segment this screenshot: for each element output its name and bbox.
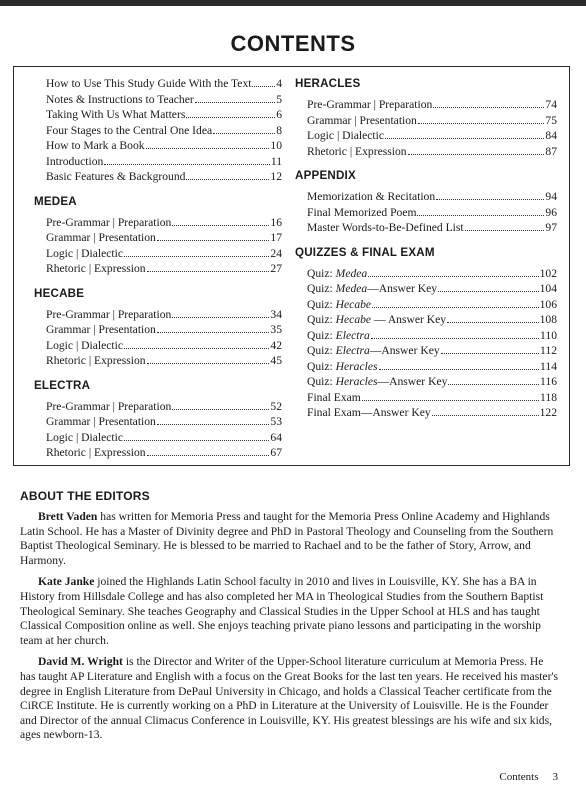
toc-page-number: 74 [545, 98, 557, 111]
editors-heading: ABOUT THE EDITORS [20, 489, 150, 503]
dot-leader [157, 323, 270, 333]
editor-bio [20, 655, 560, 743]
section-heading: MEDEA [34, 194, 77, 208]
toc-entry[interactable] [295, 281, 557, 297]
toc-page-number: 42 [270, 338, 282, 352]
dot-leader [104, 155, 270, 165]
dot-leader [172, 400, 269, 410]
toc-entry-label: Grammar | Presentation [46, 323, 156, 336]
toc-entry-label [307, 328, 370, 344]
toc-page-number: 87 [545, 144, 557, 158]
dot-leader [146, 139, 270, 149]
toc-entry-title: Hecabe [335, 297, 372, 311]
dot-leader [379, 360, 540, 370]
section-heading: HECABE [34, 286, 85, 300]
dot-leader [172, 216, 269, 226]
dot-leader [186, 108, 275, 118]
toc-entry-label: Final Memorized Poem [307, 205, 417, 219]
dot-leader [186, 170, 269, 180]
toc-entry-label: Rhetoric | Expression [46, 354, 146, 367]
toc-page-number: 108 [539, 313, 557, 326]
toc-entry-label [307, 343, 440, 359]
toc-entry-label: Pre-Grammar | Preparation [307, 98, 433, 111]
spacer [34, 67, 282, 76]
dot-leader [448, 375, 539, 385]
toc-entry-label [307, 281, 437, 297]
toc-page-number: 64 [270, 430, 282, 444]
editor-bio-text: is the Director and Writer of the Upper-School literature curriculum at Memoria Press. He has taught AP Literature and English with a focus on the Great Books for the last ten years. He received his master's degree in English Literature from DePaul University in Chicago, and holds a Classical Teacher certificate from the CiRCE Institute. He is currently working on a PhD in Literature at the University of Louisville. He is the Founder and Director of the annual Climacus Conference in Louisville, KY. His greatest blessings are his wife and six kids, ages newborn-13. [20, 655, 559, 742]
toc-page-number: 16 [270, 215, 282, 229]
dot-leader [408, 145, 545, 155]
toc-entry[interactable] [34, 215, 282, 231]
footer-label: Contents [499, 771, 539, 783]
dot-leader [447, 313, 539, 323]
toc-entry-title: Heracles [335, 375, 378, 388]
toc-page-number: 122 [539, 406, 557, 419]
toc-entry-label: Four Stages to the Central One Idea [46, 123, 213, 137]
spacer [34, 277, 282, 286]
toc-entry[interactable] [295, 144, 557, 160]
toc-entry-label: Memorization & Recitation [307, 190, 436, 203]
toc-entry-label: Taking With Us What Matters [46, 108, 186, 121]
editor-bio [20, 510, 560, 568]
toc-entry-title: Medea [335, 266, 368, 280]
table-of-contents [13, 66, 570, 466]
toc-page-number: 11 [270, 154, 282, 168]
toc-entry-suffix: —Answer Key [377, 375, 448, 388]
toc-entry-label: Grammar | Presentation [46, 231, 156, 244]
toc-entry-prefix: Quiz: [307, 359, 336, 373]
toc-entry-label: Grammar | Presentation [307, 113, 417, 127]
editor-name: David M. Wright [38, 655, 123, 669]
toc-entry-label [307, 390, 361, 406]
dot-leader [157, 415, 270, 425]
dot-leader [362, 391, 539, 401]
section-heading: APPENDIX [295, 169, 356, 182]
toc-page-number: 112 [540, 344, 557, 357]
toc-page-number: 102 [539, 266, 557, 280]
toc-entry-title: Medea [335, 282, 368, 295]
toc-entry-title: Heracles [335, 359, 378, 373]
dot-leader [213, 124, 275, 134]
toc-left-column [34, 67, 282, 461]
toc-entry[interactable] [295, 405, 557, 421]
toc-page-number: 10 [270, 139, 282, 152]
dot-leader [124, 339, 269, 349]
toc-entry-label: Logic | Dialectic [307, 129, 385, 142]
dot-leader [417, 206, 544, 216]
toc-entry-prefix: Quiz: [307, 375, 336, 388]
dot-leader [147, 354, 270, 364]
editor-bio-text: has written for Memoria Press and taught for the Memoria Press Online Academy and Highlands Latin School. He has a Master of Divinity degree and PhD in Pastoral Theology and Counseling from the Southern Baptist Theological Seminary. He is blessed to be married to Rachael and to be the father of Story, Arrow, and Harmony. [20, 510, 554, 567]
editor-bios [20, 510, 560, 750]
toc-entry[interactable] [34, 76, 282, 92]
toc-entry-prefix: Quiz: [307, 344, 336, 357]
toc-entry-label: Logic | Dialectic [46, 338, 124, 352]
toc-entry-label: How to Use This Study Guide With the Text [46, 77, 252, 90]
toc-page-number: 27 [270, 262, 282, 275]
dot-leader [252, 77, 275, 87]
dot-leader [147, 262, 270, 272]
dot-leader [124, 247, 269, 257]
dot-leader [432, 406, 539, 416]
toc-entry-prefix: Quiz: [307, 297, 336, 311]
toc-entry-suffix: —Answer Key [367, 282, 438, 295]
toc-entry-label: Rhetoric | Expression [307, 144, 407, 158]
toc-entry-suffix: — Answer Key [371, 313, 447, 326]
editor-bio-text: joined the Highlands Latin School faculty in 2010 and lives in Louisville, KY. She has a BA in History from Hillsdale College and has also completed her MA in Theological Studies from the Southern Baptist Theological Seminary. She teaches Geography and Classical Studies in the Upper School at HLS and has taught Classical Composition online as well. She enjoys teaching private piano lessons and participating in the worship team at her church. [20, 575, 544, 647]
toc-page-number: 6 [276, 108, 282, 121]
toc-entry-prefix: Final Exam [307, 390, 361, 404]
spacer [34, 369, 282, 378]
toc-entry-label [307, 405, 431, 421]
dot-leader [433, 98, 544, 108]
toc-page-number: 53 [270, 415, 282, 428]
page-number: 3 [552, 771, 558, 783]
toc-page-number: 118 [540, 390, 557, 404]
toc-page-number: 96 [545, 205, 557, 219]
toc-entry[interactable] [34, 92, 282, 108]
toc-entry[interactable] [295, 220, 557, 236]
toc-entry[interactable] [34, 322, 282, 338]
editor-name: Kate Janke [38, 575, 95, 589]
dot-leader [436, 190, 544, 200]
toc-entry-title: Electra [335, 328, 370, 342]
toc-right-column [295, 67, 557, 421]
toc-entry[interactable] [34, 399, 282, 415]
toc-entry[interactable] [34, 230, 282, 246]
toc-entry-label: Introduction [46, 154, 104, 168]
toc-entry[interactable] [295, 113, 557, 129]
toc-entry[interactable] [295, 128, 557, 144]
toc-page-number: 106 [539, 297, 557, 311]
dot-leader [124, 431, 269, 441]
toc-entry-label [307, 266, 367, 282]
toc-page-number: 34 [270, 307, 282, 321]
toc-page-number: 75 [545, 113, 557, 127]
dot-leader [368, 267, 538, 277]
toc-entry[interactable] [295, 205, 557, 221]
toc-entry[interactable] [295, 189, 557, 205]
toc-entry-title: Hecabe [335, 313, 372, 326]
toc-entry[interactable] [295, 266, 557, 282]
toc-entry[interactable] [295, 390, 557, 406]
toc-entry-prefix: Quiz: [307, 328, 336, 342]
spacer [295, 159, 557, 168]
toc-entry[interactable] [295, 328, 557, 344]
dot-leader [385, 129, 544, 139]
toc-entry-label: Pre-Grammar | Preparation [46, 215, 172, 229]
dot-leader [157, 231, 270, 241]
toc-page-number: 110 [540, 328, 557, 342]
dot-leader [465, 221, 545, 231]
toc-page-number: 116 [540, 375, 557, 388]
dot-leader [371, 329, 539, 339]
toc-entry[interactable] [34, 414, 282, 430]
toc-page-number: 84 [545, 129, 557, 142]
toc-entry-label [307, 297, 371, 313]
toc-page-number: 94 [545, 190, 557, 203]
toc-entry[interactable] [295, 374, 557, 390]
toc-entry[interactable] [295, 359, 557, 375]
toc-entry[interactable] [295, 343, 557, 359]
toc-entry-label: Rhetoric | Expression [46, 446, 146, 459]
section-heading: QUIZZES & FINAL EXAM [295, 245, 435, 259]
toc-page-number: 52 [270, 399, 282, 413]
toc-page-number: 97 [545, 221, 557, 234]
toc-entry-label: Grammar | Presentation [46, 415, 156, 428]
toc-page-number: 4 [276, 77, 282, 90]
spacer [295, 236, 557, 245]
toc-entry[interactable] [34, 445, 282, 461]
spacer [34, 185, 282, 194]
top-rule [0, 0, 586, 6]
dot-leader [147, 446, 270, 456]
toc-entry-label: Master Words-to-Be-Defined List [307, 221, 464, 234]
toc-page-number: 67 [270, 446, 282, 459]
toc-entry[interactable] [34, 138, 282, 154]
dot-leader [418, 114, 545, 124]
dot-leader [441, 344, 539, 354]
toc-entry-prefix: Quiz: [307, 282, 336, 295]
toc-page-number: 8 [276, 123, 282, 137]
toc-entry[interactable] [34, 154, 282, 170]
dot-leader [372, 298, 539, 308]
toc-entry[interactable] [34, 246, 282, 262]
toc-page-number: 17 [270, 231, 282, 244]
toc-entry-suffix: —Answer Key [369, 344, 440, 357]
toc-page-number: 45 [270, 354, 282, 367]
toc-entry-label: Pre-Grammar | Preparation [46, 307, 172, 321]
toc-entry-label: Logic | Dialectic [46, 246, 124, 260]
toc-entry[interactable] [34, 107, 282, 123]
toc-entry-label [307, 374, 447, 390]
toc-entry-prefix: Quiz: [307, 266, 336, 280]
toc-page-number: 12 [270, 170, 282, 183]
toc-entry-label: How to Mark a Book [46, 139, 145, 152]
toc-page-number: 5 [276, 92, 282, 106]
section-heading: HERACLES [295, 77, 361, 90]
toc-entry-title: Electra [335, 344, 370, 357]
toc-entry-prefix: Final Exam—Answer Key [307, 406, 431, 419]
page-footer [499, 771, 558, 783]
toc-entry[interactable] [34, 169, 282, 185]
dot-leader [438, 282, 539, 292]
toc-entry[interactable] [34, 261, 282, 277]
toc-entry[interactable] [295, 297, 557, 313]
toc-entry-label: Basic Features & Background [46, 170, 186, 183]
toc-page-number: 104 [539, 282, 557, 295]
toc-page-number: 114 [540, 359, 557, 373]
toc-entry-label: Rhetoric | Expression [46, 262, 146, 275]
editor-bio [20, 575, 560, 648]
toc-entry[interactable] [34, 430, 282, 446]
page-title: CONTENTS [230, 31, 356, 56]
editor-name: Brett Vaden [38, 510, 98, 523]
toc-entry-label: Notes & Instructions to Teacher [46, 92, 194, 106]
toc-entry-label [307, 312, 446, 328]
toc-entry-label: Pre-Grammar | Preparation [46, 399, 172, 413]
spacer [295, 67, 557, 76]
toc-entry-prefix: Quiz: [307, 313, 336, 326]
toc-entry[interactable] [34, 338, 282, 354]
toc-entry[interactable] [34, 123, 282, 139]
toc-entry[interactable] [34, 353, 282, 369]
toc-entry[interactable] [34, 307, 282, 323]
toc-entry[interactable] [295, 312, 557, 328]
toc-entry-label: Logic | Dialectic [46, 430, 124, 444]
dot-leader [195, 93, 275, 103]
toc-page-number: 35 [270, 323, 282, 336]
toc-entry-label [307, 359, 378, 375]
toc-page-number: 24 [270, 246, 282, 260]
dot-leader [172, 308, 269, 318]
section-heading: ELECTRA [34, 378, 91, 392]
toc-entry[interactable] [295, 97, 557, 113]
